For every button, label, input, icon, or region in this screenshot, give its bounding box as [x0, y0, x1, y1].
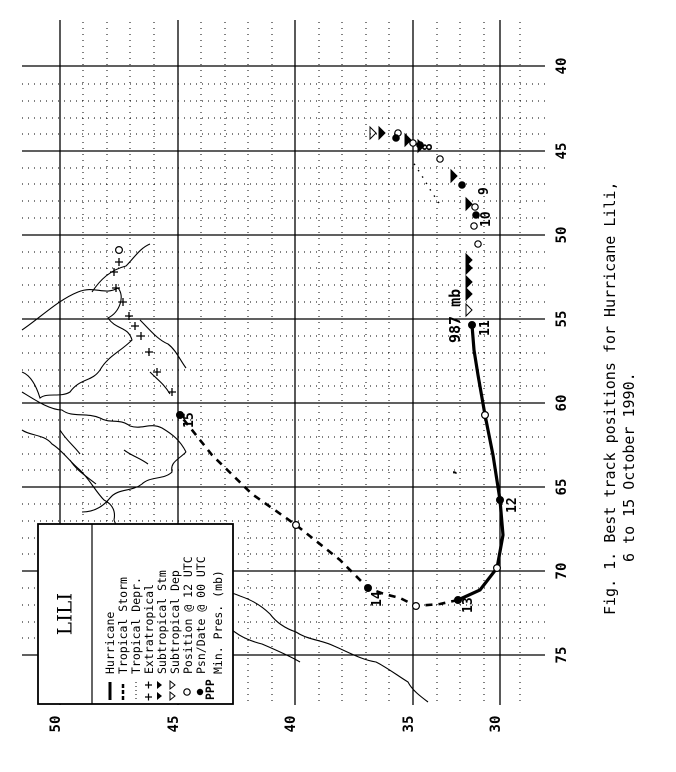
legend-title: LILI [52, 592, 77, 636]
day-label-14: 14 [370, 591, 385, 607]
lon-label-60: 60 [554, 394, 570, 412]
lon-label-70: 70 [554, 562, 570, 580]
lat-label-35: 35 [401, 715, 417, 733]
legend-item-hurricane: Hurricane [103, 611, 117, 674]
min-pressure-label: 987 mb [446, 288, 464, 343]
day-label-12: 12 [505, 497, 520, 513]
day-label-11: 11 [478, 320, 493, 336]
caption-line-2: 6 to 15 October 1990. [620, 372, 638, 562]
lon-label-45: 45 [554, 142, 570, 160]
legend-item-position-00utc: Psn/Date @ 00 UTC [194, 556, 208, 674]
day-label-13: 13 [461, 597, 476, 613]
subtropical-points [370, 127, 472, 316]
figure-caption [601, 182, 638, 615]
latitude-labels [48, 716, 504, 733]
day-label-10: 10 [479, 211, 494, 227]
ppp-symbol: PPP [203, 679, 217, 700]
lon-label-65: 65 [554, 478, 570, 496]
legend-item-extratropical: Extratropical [142, 583, 156, 674]
legend-item-tropical-depression: Tropical Depr. [129, 577, 143, 674]
lat-label-40: 40 [283, 715, 299, 733]
legend-item-position-12utc: Position @ 12 UTC [181, 556, 195, 674]
tropical-depression-track [413, 162, 439, 203]
open-circle-icon [184, 689, 190, 695]
lon-label-55: 55 [554, 310, 570, 328]
legend [38, 524, 233, 704]
legend-item-tropical-storm: Tropical Storm [116, 577, 130, 674]
legend-item-subtropical-depression: Subtropical Dep [168, 570, 182, 674]
day-label-8: 8 [421, 143, 436, 151]
legend-item-min-pressure: Min. Pres. (mb) [211, 570, 225, 674]
lon-label-75: 75 [554, 646, 570, 664]
svg-text:,: , [447, 470, 458, 474]
lat-label-30: 30 [488, 715, 504, 733]
lat-label-50: 50 [48, 715, 64, 733]
hurricane-track [458, 325, 503, 600]
lat-label-45: 45 [166, 715, 182, 733]
day-label-9: 9 [477, 187, 492, 195]
lon-label-50: 50 [554, 226, 570, 244]
lon-label-40: 40 [554, 57, 570, 75]
caption-line-1: Fig. 1. Best track positions for Hurricane Lili, [601, 181, 619, 615]
day-label-15: 15 [182, 412, 197, 428]
legend-item-subtropical-storm: Subtropical Stm [155, 570, 169, 674]
longitude-labels [554, 58, 570, 664]
